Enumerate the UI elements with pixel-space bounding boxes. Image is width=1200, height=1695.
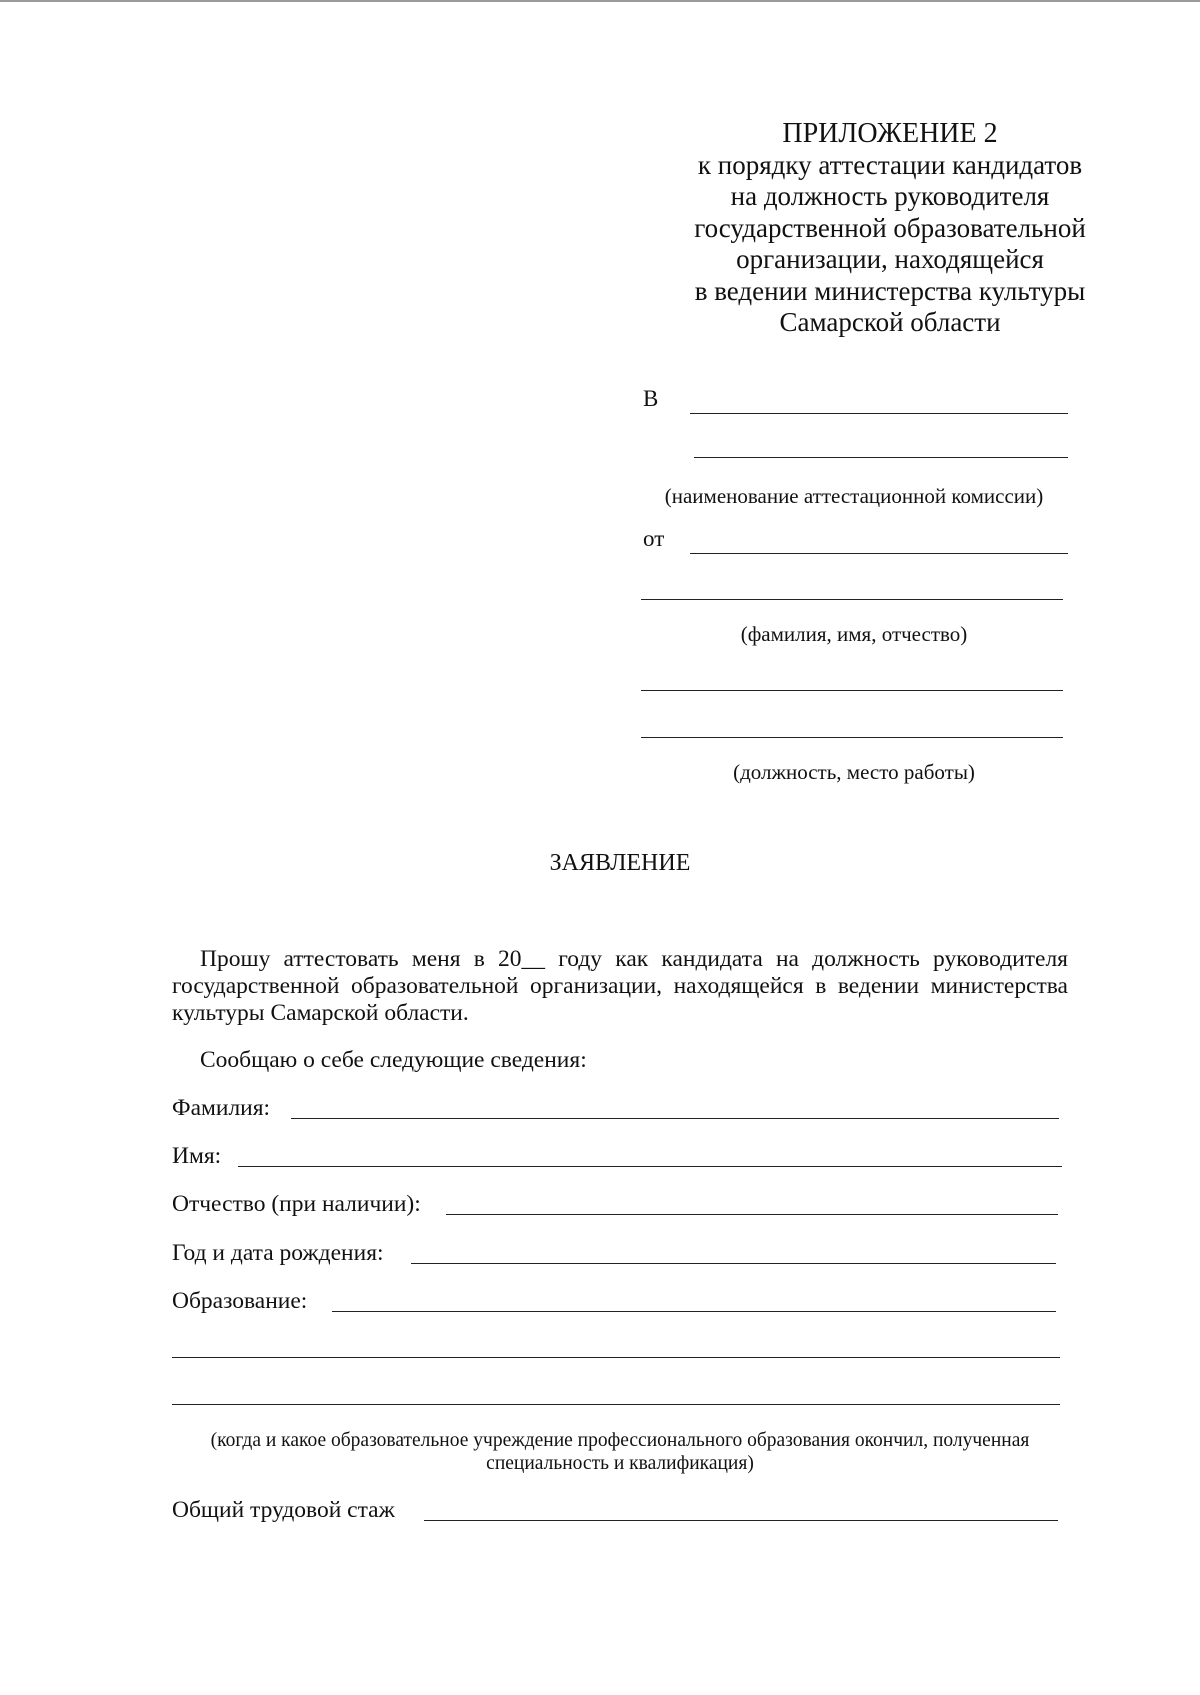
from-label: от xyxy=(643,526,665,551)
appendix-line: к порядку аттестации кандидатов xyxy=(697,149,1083,180)
commission-line-2[interactable] xyxy=(694,457,1068,458)
education-caption: (когда и какое образовательное учреждение профессионального образования окончил, полученная специальность и квалификация) xyxy=(210,1430,1030,1474)
appendix-header xyxy=(640,118,1140,339)
statement-body: Прошу аттестовать меня в 20__ году как кандидата на должность руководителя государственной образовательной организации, находящейся в ведении министерства культуры Самарской области. xyxy=(172,946,1068,1026)
appendix-line: организации, находящейся xyxy=(736,244,1044,274)
position-line-1[interactable] xyxy=(641,690,1063,691)
appendix-line: на должность руководителя xyxy=(730,181,1050,211)
info-intro: Сообщаю о себе следующие сведения: xyxy=(200,1047,587,1073)
patronymic-label: Отчество (при наличии): xyxy=(172,1191,421,1217)
surname-line[interactable] xyxy=(291,1118,1059,1119)
experience-line[interactable] xyxy=(424,1520,1058,1521)
appendix-line: в ведении министерства культуры xyxy=(694,275,1086,306)
commission-caption: (наименование аттестационной комиссии) xyxy=(664,484,1044,508)
birth-label: Год и дата рождения: xyxy=(172,1240,384,1266)
applicant-name-line-2[interactable] xyxy=(641,599,1063,600)
birth-line[interactable] xyxy=(411,1263,1056,1264)
education-label: Образование: xyxy=(172,1288,308,1314)
statement-title: ЗАЯВЛЕНИЕ xyxy=(549,850,691,876)
surname-label: Фамилия: xyxy=(172,1095,271,1121)
appendix-title: ПРИЛОЖЕНИЕ 2 xyxy=(782,118,998,149)
patronymic-line[interactable] xyxy=(446,1214,1058,1215)
commission-line-1[interactable] xyxy=(690,413,1068,414)
name-line[interactable] xyxy=(238,1166,1062,1167)
appendix-line: Самарской области xyxy=(779,307,1001,337)
education-line-3[interactable] xyxy=(172,1404,1060,1405)
applicant-name-caption: (фамилия, имя, отчество) xyxy=(740,622,968,646)
to-label: В xyxy=(643,386,659,411)
education-line-1[interactable] xyxy=(332,1311,1056,1312)
appendix-line: государственной образовательной xyxy=(694,212,1086,243)
name-label: Имя: xyxy=(172,1143,222,1169)
position-line-2[interactable] xyxy=(641,737,1063,738)
experience-label: Общий трудовой стаж xyxy=(172,1497,395,1523)
position-caption: (должность, место работы) xyxy=(733,760,975,784)
education-line-2[interactable] xyxy=(172,1357,1060,1358)
page-top-border xyxy=(0,0,1200,2)
applicant-name-line-1[interactable] xyxy=(690,553,1068,554)
